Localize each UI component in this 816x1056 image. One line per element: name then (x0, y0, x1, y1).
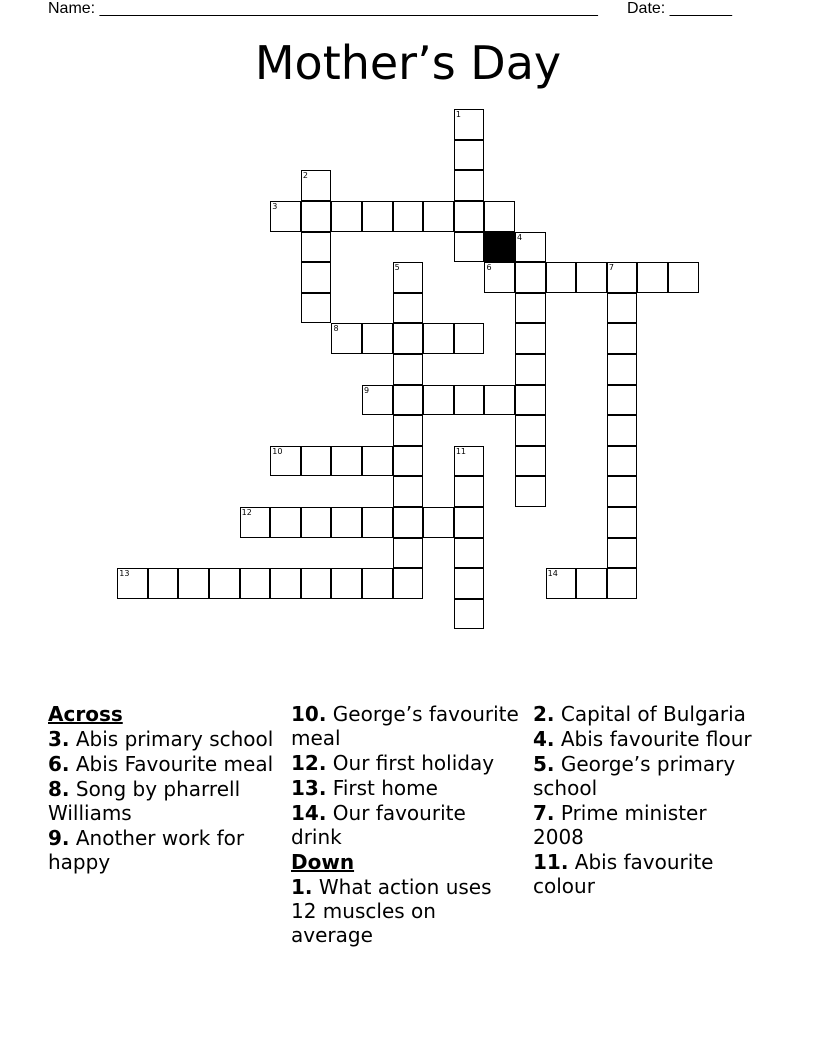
clue-text: George’s primary school (533, 752, 736, 800)
grid-cell[interactable] (607, 568, 638, 599)
grid-cell[interactable] (301, 446, 332, 477)
grid-cell[interactable] (607, 293, 638, 324)
grid-cell[interactable] (576, 262, 607, 293)
grid-cell[interactable] (270, 201, 301, 232)
grid-cell[interactable] (393, 385, 424, 416)
clue-text: What action uses 12 muscles on average (291, 875, 492, 947)
grid-cell[interactable] (484, 385, 515, 416)
grid-cell[interactable] (607, 415, 638, 446)
grid-cell[interactable] (393, 538, 424, 569)
grid-cell[interactable] (393, 323, 424, 354)
across-heading: Across (48, 702, 123, 726)
cell-number: 3 (272, 202, 278, 212)
grid-cell[interactable] (270, 446, 301, 477)
clue-text: Song by pharrell Williams (48, 777, 241, 825)
grid-cell[interactable] (515, 446, 546, 477)
grid-cell[interactable] (270, 507, 301, 538)
grid-cell[interactable] (454, 140, 485, 171)
grid-cell[interactable] (393, 201, 424, 232)
clue-number: 2. (533, 702, 555, 726)
grid-cell[interactable] (484, 201, 515, 232)
grid-cell[interactable] (393, 354, 424, 385)
across-clue (48, 727, 278, 751)
grid-cell[interactable] (270, 568, 301, 599)
grid-cell[interactable] (607, 446, 638, 477)
name-blank: ________________________________________________________ (99, 0, 598, 17)
grid-cell[interactable] (454, 323, 485, 354)
cell-number: 2 (302, 171, 308, 181)
clue-number: 1. (291, 875, 313, 899)
grid-cell[interactable] (362, 323, 393, 354)
grid-cell[interactable] (454, 201, 485, 232)
down-clue (533, 727, 763, 751)
cell-number: 8 (333, 324, 339, 334)
cell-number: 10 (272, 446, 283, 456)
across-clue (48, 777, 278, 825)
grid-cell[interactable] (515, 232, 546, 263)
grid-cell[interactable] (607, 538, 638, 569)
grid-cell[interactable] (515, 415, 546, 446)
clue-text: Capital of Bulgaria (560, 702, 746, 726)
grid-cell[interactable] (301, 507, 332, 538)
clue-number: 8. (48, 777, 70, 801)
clue-text: Abis primary school (75, 727, 274, 751)
grid-cell[interactable] (454, 446, 485, 477)
page-title: Mother’s Day (254, 36, 562, 90)
grid-cell[interactable] (393, 568, 424, 599)
grid-cell[interactable] (301, 293, 332, 324)
clue-text: Abis Favourite meal (75, 752, 274, 776)
clue-number: 4. (533, 727, 555, 751)
cell-number: 9 (364, 385, 370, 395)
clue-number: 5. (533, 752, 555, 776)
across-clue (48, 826, 278, 874)
grid-cell[interactable] (454, 385, 485, 416)
across-clue (291, 776, 521, 800)
grid-cell[interactable] (301, 232, 332, 263)
grid-cell[interactable] (393, 293, 424, 324)
down-heading: Down (291, 850, 355, 874)
grid-cell[interactable] (331, 507, 362, 538)
down-clue (533, 801, 763, 849)
across-clue (291, 751, 521, 775)
grid-cell[interactable] (454, 538, 485, 569)
clue-number: 12. (291, 751, 327, 775)
grid-cell[interactable] (117, 568, 148, 599)
cell-number: 4 (517, 232, 523, 242)
grid-cell[interactable] (484, 262, 515, 293)
grid-cell[interactable] (331, 446, 362, 477)
grid-cell[interactable] (454, 476, 485, 507)
grid-cell[interactable] (301, 170, 332, 201)
clue-number: 3. (48, 727, 70, 751)
clue-text: First home (332, 776, 438, 800)
clue-text: Abis favourite flour (560, 727, 752, 751)
grid-cell[interactable] (546, 568, 577, 599)
grid-cell[interactable] (607, 385, 638, 416)
grid-cell[interactable] (515, 293, 546, 324)
grid-cell[interactable] (454, 232, 485, 263)
grid-cell[interactable] (454, 568, 485, 599)
down-clue (533, 850, 763, 898)
grid-cell[interactable] (362, 201, 393, 232)
grid-cell[interactable] (637, 262, 668, 293)
clue-number: 6. (48, 752, 70, 776)
grid-cell[interactable] (607, 476, 638, 507)
grid-cell[interactable] (515, 354, 546, 385)
grid-cell[interactable] (362, 568, 393, 599)
grid-cell[interactable] (362, 385, 393, 416)
clue-number: 14. (291, 801, 327, 825)
grid-cell[interactable] (393, 415, 424, 446)
clue-text: Prime minister 2008 (533, 801, 707, 849)
grid-cell[interactable] (423, 385, 454, 416)
date-label: Date: (627, 0, 666, 17)
clue-number: 9. (48, 826, 70, 850)
grid-cell[interactable] (301, 568, 332, 599)
across-clue (291, 702, 521, 750)
clue-text: Another work for happy (48, 826, 245, 874)
grid-cell[interactable] (423, 201, 454, 232)
grid-cell[interactable] (607, 262, 638, 293)
clues-column-1 (48, 702, 278, 875)
cell-number: 5 (394, 263, 400, 273)
grid-cell[interactable] (607, 323, 638, 354)
date-blank: _______ (669, 0, 732, 17)
grid-cell[interactable] (515, 476, 546, 507)
grid-cell[interactable] (454, 170, 485, 201)
clue-number: 13. (291, 776, 327, 800)
down-clue (533, 752, 763, 800)
cell-number: 13 (119, 569, 130, 579)
clue-number: 11. (533, 850, 569, 874)
clue-text: Our favourite drink (291, 801, 466, 849)
clue-number: 10. (291, 702, 327, 726)
grid-cell[interactable] (423, 323, 454, 354)
grid-cell[interactable] (240, 568, 271, 599)
cell-number: 6 (486, 263, 492, 273)
grid-cell[interactable] (454, 109, 485, 140)
grid-cell[interactable] (423, 507, 454, 538)
grid-cell[interactable] (331, 201, 362, 232)
clues-column-3 (533, 702, 763, 899)
clue-text: Abis favourite colour (533, 850, 714, 898)
clue-text: George’s favourite meal (291, 702, 519, 750)
grid-cell[interactable] (393, 476, 424, 507)
cell-number: 12 (241, 508, 252, 518)
down-clue (291, 875, 521, 947)
across-clue (48, 752, 278, 776)
grid-cell[interactable] (546, 262, 577, 293)
grid-cell[interactable] (515, 323, 546, 354)
grid-cell[interactable] (607, 354, 638, 385)
grid-cell[interactable] (178, 568, 209, 599)
grid-cell[interactable] (301, 262, 332, 293)
grid-cell[interactable] (515, 385, 546, 416)
across-clue (291, 801, 521, 849)
grid-cell[interactable] (393, 446, 424, 477)
grid-cell[interactable] (393, 507, 424, 538)
grid-cell[interactable] (331, 568, 362, 599)
grid-cell[interactable] (668, 262, 699, 293)
cell-number: 11 (455, 446, 467, 456)
grid-cell[interactable] (362, 507, 393, 538)
grid-cell[interactable] (454, 507, 485, 538)
grid-cell[interactable] (148, 568, 179, 599)
grid-cell[interactable] (576, 568, 607, 599)
grid-cell[interactable] (240, 507, 271, 538)
grid-cell[interactable] (209, 568, 240, 599)
grid-cell[interactable] (393, 262, 424, 293)
grid-cell[interactable] (515, 262, 546, 293)
grid-cell[interactable] (331, 323, 362, 354)
name-label: Name: (48, 0, 96, 17)
cell-number: 14 (547, 569, 558, 579)
black-cell (484, 232, 515, 263)
grid-cell[interactable] (454, 599, 485, 630)
grid-cell[interactable] (362, 446, 393, 477)
cell-number: 7 (608, 263, 614, 273)
clue-number: 7. (533, 801, 555, 825)
grid-cell[interactable] (301, 201, 332, 232)
clue-text: Our first holiday (332, 751, 495, 775)
grid-cell[interactable] (607, 507, 638, 538)
cell-number: 1 (455, 110, 461, 120)
clues-column-2 (291, 702, 521, 948)
down-clue (533, 702, 763, 726)
